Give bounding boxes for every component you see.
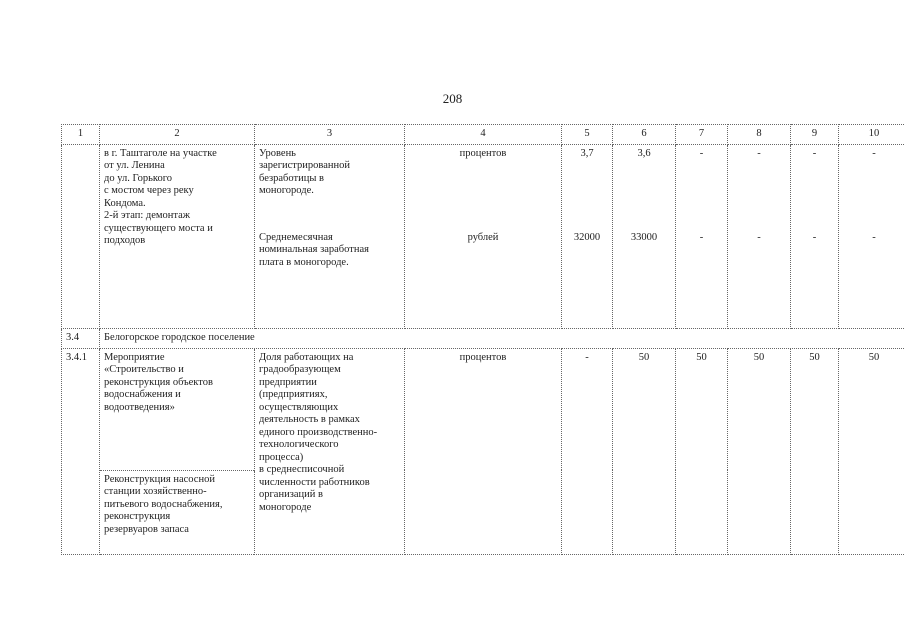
unit-cell: процентов [405,348,562,554]
value: 3,6 [637,147,651,159]
unit-value: рублей [467,231,499,243]
header-cell: 3 [255,125,405,145]
unit-value: процентов [459,147,507,159]
section-row [62,328,905,348]
header-cell: 1 [62,125,100,145]
value: - [757,231,761,243]
indicator-name: Среднемесячная номинальная заработная плата в моногороде. [259,231,369,268]
row-number-cell [62,144,100,328]
table-row [62,348,905,470]
value-cell: 50 [613,348,676,554]
header-cell: 7 [676,125,728,145]
value-cell: 50 [728,348,791,554]
table-row [62,144,905,328]
value: - [757,147,761,159]
header-cell: 5 [562,125,613,145]
header-row [62,125,905,145]
section-title: Белогорское городское поселение [100,328,905,348]
value-cell [676,144,728,328]
event-cell: в г. Таштаголе на участке от ул. Ленина до ул. Горького с мостом через реку Кондома. 2-й этап: демонтаж существующего моста и подходов [100,144,255,328]
value: - [872,231,876,243]
header-cell: 9 [791,125,839,145]
header-cell: 10 [839,125,905,145]
header-cell: 4 [405,125,562,145]
value: - [872,147,876,159]
value-cell [791,144,839,328]
section-number: 3.4 [62,328,100,348]
header-cell: 6 [613,125,676,145]
value-cell [613,144,676,328]
value: - [699,147,704,159]
program-table [61,124,905,555]
row-number-cell: 3.4.1 [62,348,100,554]
indicator-cell [255,144,405,328]
value: - [812,147,817,159]
header-cell: 2 [100,125,255,145]
header-cell: 8 [728,125,791,145]
value-cell [839,144,905,328]
value-cell: 50 [676,348,728,554]
event-cell: Мероприятие «Строительство и реконструкция объектов водоснабжения и водоотведения» [100,348,255,470]
value-cell: 50 [791,348,839,554]
value: 3,7 [580,147,594,159]
value: 33000 [630,231,658,243]
indicator-cell: Доля работающих на градообразующем предприятии (предприятиях, осуществляющих деятельность в рамках единого производственно- технологического процесса) в среднесписочной численности работников организаций в моногороде [255,348,405,554]
value: - [812,231,817,243]
sub-event-cell: Реконструкция насосной станции хозяйственно- питьевого водоснабжения, реконструкция резервуаров запаса [100,470,255,554]
value-cell: 50 [839,348,905,554]
value-cell [562,144,613,328]
page-number: 208 [442,91,463,106]
value-cell [728,144,791,328]
indicator-name: Уровень зарегистрированной безработицы в моногороде. [259,147,350,196]
value-cell: - [562,348,613,554]
value: 32000 [573,231,601,243]
value: - [699,231,704,243]
unit-cell [405,144,562,328]
